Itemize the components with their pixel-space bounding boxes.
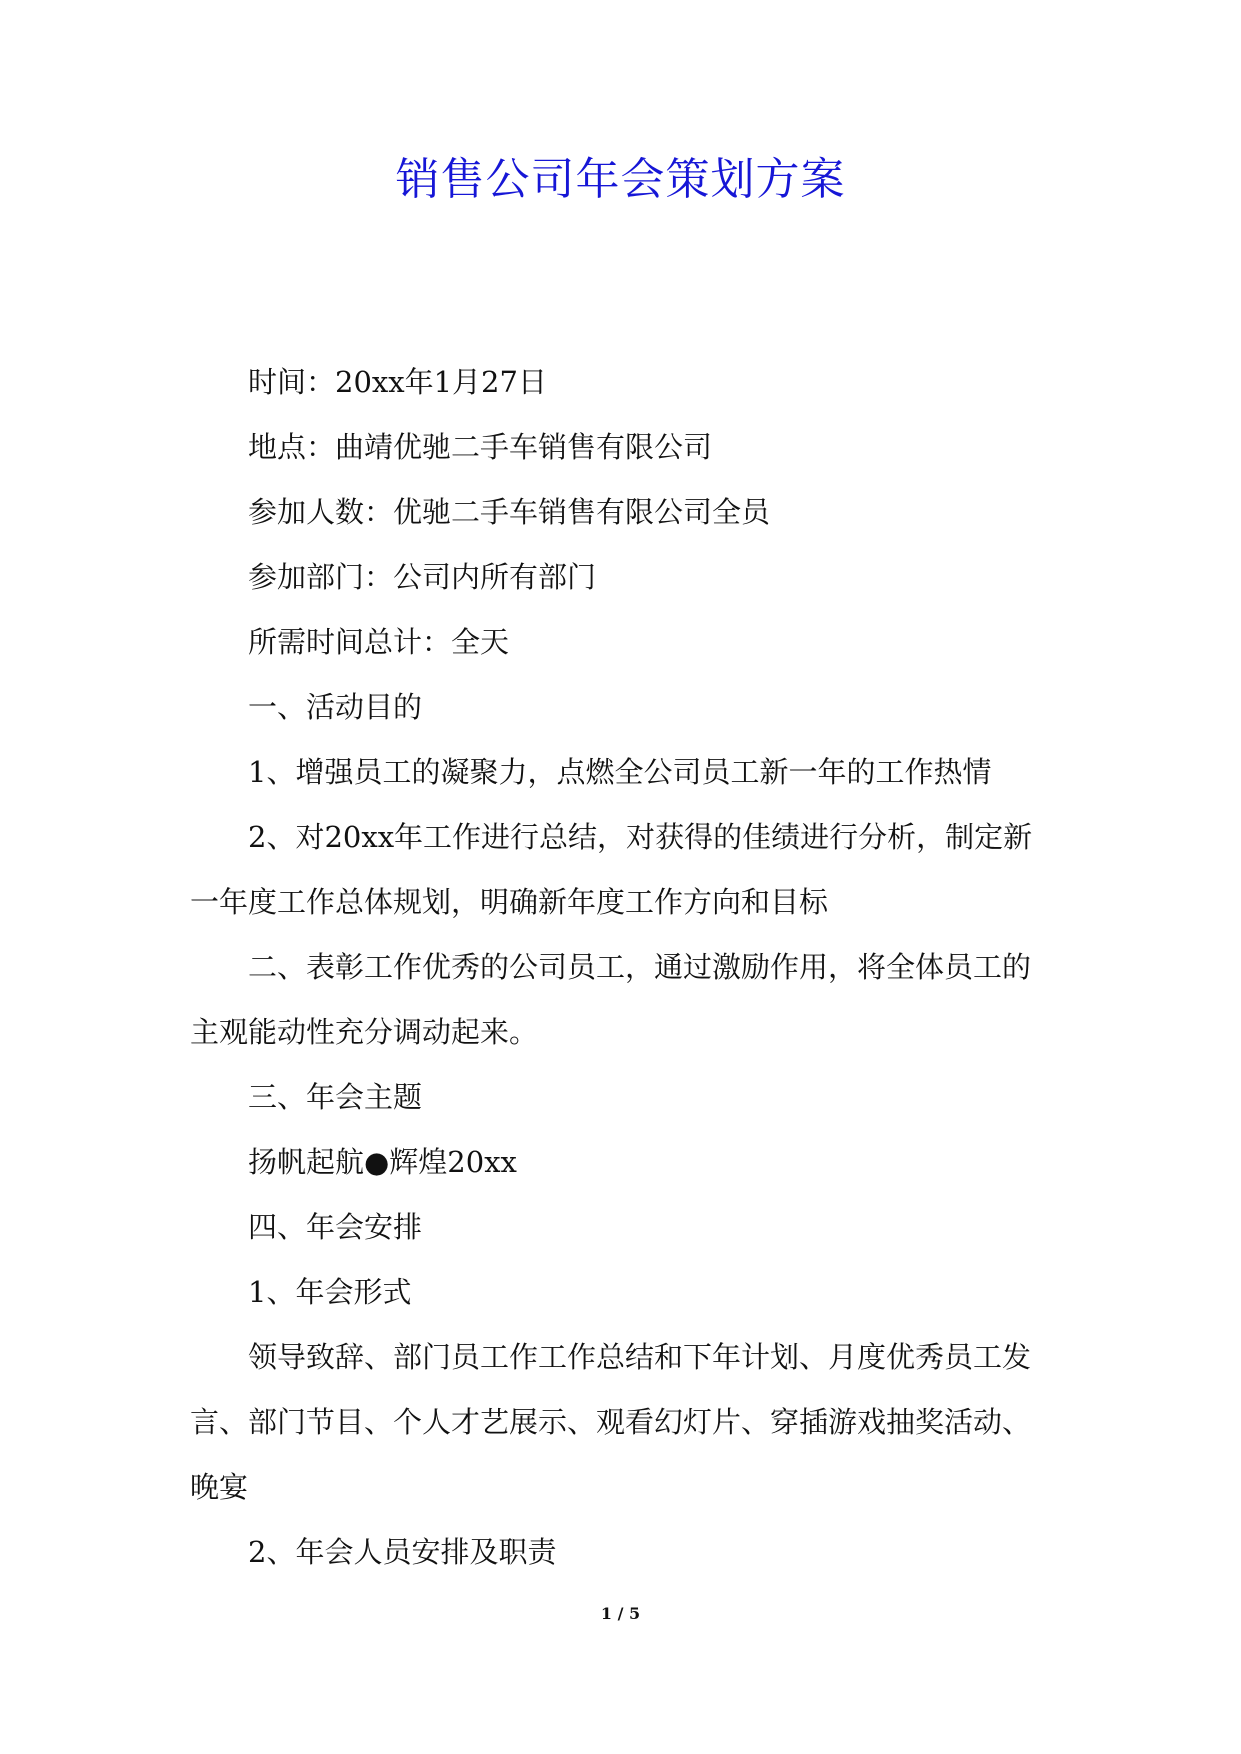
paragraph-purpose-1: 1、增强员工的凝聚力，点燃全公司员工新一年的工作热情 xyxy=(248,755,992,789)
section-heading-arrangement: 四、年会安排 xyxy=(248,1210,423,1244)
page-number: 1 / 5 xyxy=(600,1604,641,1623)
subheading-staffing: 2、年会人员安排及职责 xyxy=(248,1535,557,1569)
section-heading-purpose: 一、活动目的 xyxy=(248,690,423,724)
paragraph-location: 地点：曲靖优驰二手车销售有限公司 xyxy=(248,430,713,464)
paragraph-time: 时间：20xx年1月27日 xyxy=(248,365,547,399)
paragraph-section-two: 二、表彰工作优秀的公司员工，通过激励作用，将全体员工的主观能动性充分调动起来。 xyxy=(190,950,1032,1049)
paragraph-purpose-2: 2、对20xx年工作进行总结，对获得的佳绩进行分析，制定新一年度工作总体规划，明确新年度工作方向和目标 xyxy=(190,820,1033,919)
document-body xyxy=(190,350,1056,1585)
subheading-format: 1、年会形式 xyxy=(248,1275,412,1309)
section-heading-theme: 三、年会主题 xyxy=(248,1080,423,1114)
paragraph-duration: 所需时间总计：全天 xyxy=(248,625,510,659)
paragraph-theme: 扬帆起航●辉煌20xx xyxy=(248,1145,517,1179)
paragraph-participants: 参加人数：优驰二手车销售有限公司全员 xyxy=(248,495,771,529)
paragraph-format: 领导致辞、部门员工作工作总结和下年计划、月度优秀员工发言、部门节目、个人才艺展示、观看幻灯片、穿插游戏抽奖活动、晚宴 xyxy=(190,1340,1032,1504)
document-title: 销售公司年会策划方案 xyxy=(395,154,846,205)
paragraph-departments: 参加部门：公司内所有部门 xyxy=(248,560,597,594)
